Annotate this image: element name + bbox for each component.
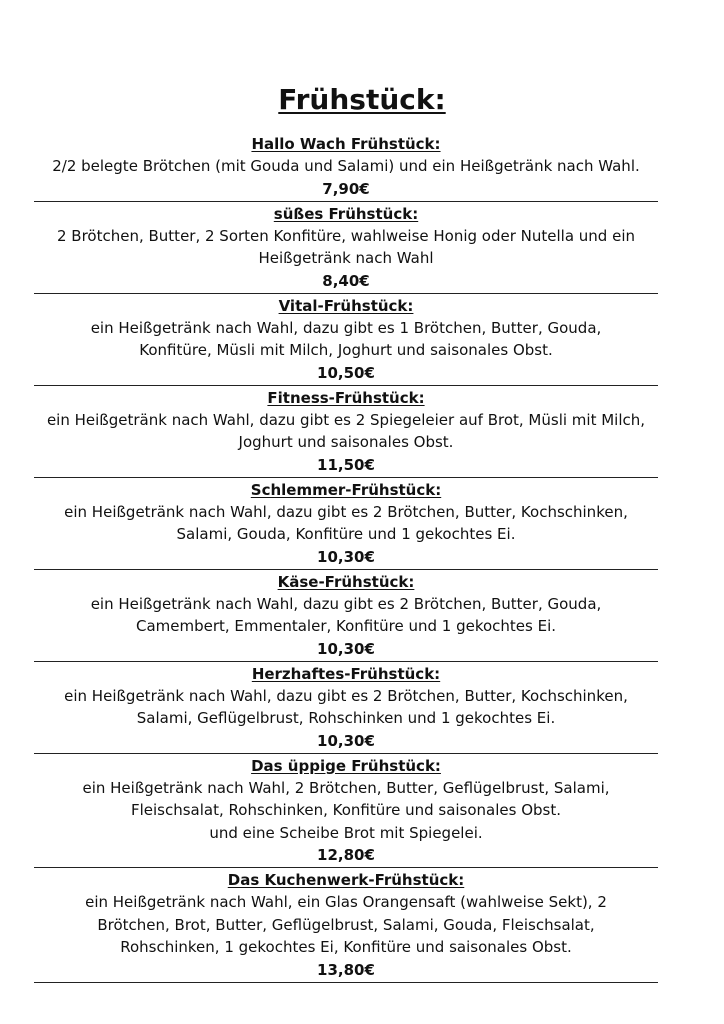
item-description: ein Heißgetränk nach Wahl, 2 Brötchen, Butter, Geflügelbrust, Salami, Fleischsalat, Rohschinken, Konfitüre und saisonales Obst.	[82, 778, 610, 819]
item-description-extra: und eine Scheibe Brot mit Spiegelei.	[209, 823, 483, 842]
item-name: Vital-Frühstück:	[278, 296, 414, 315]
page-title: Frühstück:	[278, 83, 446, 116]
menu-item	[34, 478, 658, 570]
item-name: süßes Frühstück:	[273, 204, 419, 223]
item-description: ein Heißgetränk nach Wahl, dazu gibt es 2 Spiegeleier auf Brot, Müsli mit Milch, Joghurt und saisonales Obst.	[46, 410, 646, 451]
item-description: ein Heißgetränk nach Wahl, dazu gibt es 1 Brötchen, Butter, Gouda, Konfitüre, Müsli mit Milch, Joghurt und saisonales Obst.	[90, 318, 602, 359]
item-price: 10,30€	[317, 547, 375, 566]
item-description: 2 Brötchen, Butter, 2 Sorten Konfitüre, wahlweise Honig oder Nutella und ein Heißgetränk nach Wahl	[56, 226, 636, 267]
menu-item	[34, 868, 658, 983]
item-price: 11,50€	[317, 455, 375, 474]
item-price: 10,50€	[317, 363, 375, 382]
item-description: ein Heißgetränk nach Wahl, dazu gibt es 2 Brötchen, Butter, Kochschinken, Salami, Geflügelbrust, Rohschinken und 1 gekochtes Ei.	[64, 686, 628, 727]
item-price: 7,90€	[322, 179, 370, 198]
item-description: ein Heißgetränk nach Wahl, dazu gibt es 2 Brötchen, Butter, Kochschinken, Salami, Gouda, Konfitüre und 1 gekochtes Ei.	[64, 502, 628, 543]
breakfast-menu	[34, 132, 658, 983]
item-price: 13,80€	[317, 960, 375, 979]
menu-item	[34, 570, 658, 662]
item-price: 10,30€	[317, 639, 375, 658]
item-name: Schlemmer-Frühstück:	[250, 480, 442, 499]
item-name: Fitness-Frühstück:	[267, 388, 425, 407]
menu-item	[34, 662, 658, 754]
item-price: 12,80€	[317, 846, 375, 864]
item-description: ein Heißgetränk nach Wahl, dazu gibt es 2 Brötchen, Butter, Gouda, Camembert, Emmentaler, Konfitüre und 1 gekochtes Ei.	[90, 594, 602, 635]
item-name: Herzhaftes-Frühstück:	[251, 664, 441, 683]
item-name: Käse-Frühstück:	[277, 572, 415, 591]
menu-item	[34, 386, 658, 478]
menu-item	[34, 294, 658, 386]
item-description: 2/2 belegte Brötchen (mit Gouda und Salami) und ein Heißgetränk nach Wahl.	[52, 157, 640, 175]
menu-item	[34, 132, 658, 202]
menu-item	[34, 754, 658, 869]
item-description: ein Heißgetränk nach Wahl, ein Glas Orangensaft (wahlweise Sekt), 2 Brötchen, Brot, Butter, Geflügelbrust, Salami, Gouda, Fleischsalat, Rohschinken, 1 gekochtes Ei, Konfitüre und saisonales Obst.	[85, 893, 607, 956]
menu-item	[34, 202, 658, 294]
item-price: 8,40€	[322, 271, 370, 290]
item-price: 10,30€	[317, 731, 375, 750]
item-name: Hallo Wach Frühstück:	[251, 135, 441, 153]
item-name: Das üppige Frühstück:	[251, 756, 441, 775]
item-name: Das Kuchenwerk-Frühstück:	[227, 871, 465, 889]
